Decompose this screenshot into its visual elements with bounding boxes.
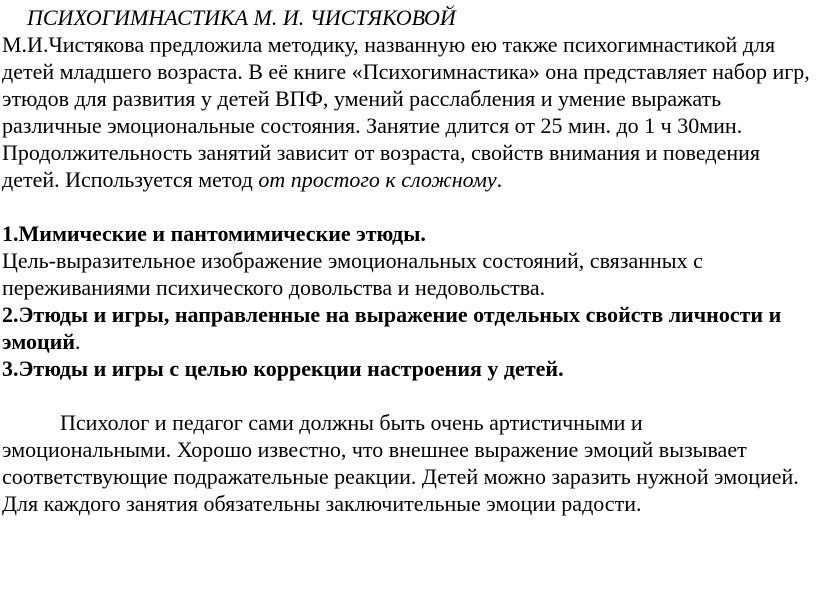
blank-line [2,193,816,220]
section-1-text: Цель-выразительное изображение эмоциональных состояний, связанных с переживаниями психического довольства и недовольства. [2,248,703,300]
document-title: ПСИХОГИМНАСТИКА М. И. ЧИСТЯКОВОЙ [27,5,456,30]
closing-paragraph: Психолог и педагог сами должны быть очень артистичными и эмоциональными. Хорошо известно, что внешнее выражение эмоций вызывает соответствующие подражательные реакции. Детей можно заразить нужной эмоцией. Для каждого занятия обязательны заключительные эмоции радости. [2,410,799,516]
section-2-paragraph [2,301,816,355]
section-2-heading: 2.Этюды и игры, направленные на выражение отдельных свойств личности и эмоций [2,302,782,354]
section-1-heading: 1.Мимические и пантомимические этюды. [2,221,426,246]
intro-text: М.И.Чистякова предложила методику, названную ею также психогимнастикой для детей младшего возраста. В её книге «Психогимнастика» она представляет набор игр, этюдов для развития у детей ВПФ, умений расслабления и умение выражать различные эмоциональные состояния. Занятие длится от 25 мин. до 1 ч 30мин. Продолжительность занятий зависит от возраста, свойств внимания и поведения детей. Используется метод [2,32,810,192]
method-emphasis: от простого к сложному [258,167,497,192]
section-2-tail: . [75,329,81,354]
intro-paragraph [2,31,816,193]
intro-end: . [496,167,503,192]
blank-line [2,382,816,409]
section-3-heading: 3.Этюды и игры с целью коррекции настроения у детей. [2,356,564,381]
